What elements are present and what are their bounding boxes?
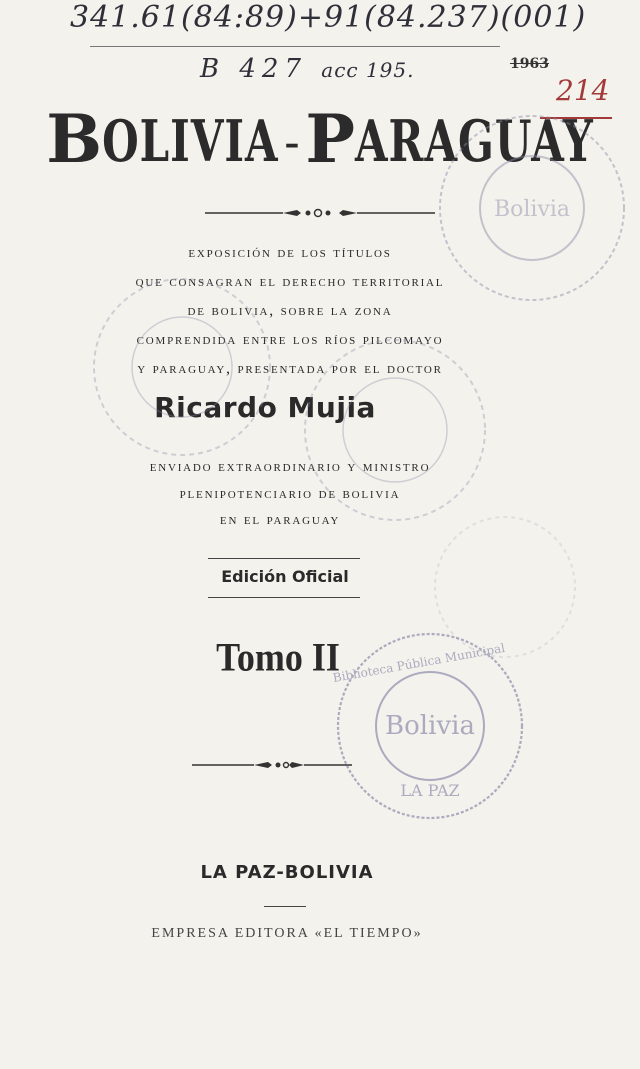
description-line: que consagran el derecho territorial [135, 273, 445, 290]
library-stamp-left [82, 272, 282, 462]
svg-text:Biblioteca Pública Municipal: Biblioteca Pública Municipal [331, 640, 507, 686]
description-line: exposición de los títulos [188, 244, 392, 261]
library-stamp-bottom [330, 626, 530, 826]
volume-label: Tomo II [216, 634, 340, 680]
description-line: de bolivia, sobre la zona [187, 302, 393, 319]
title-bolivia-rest: OLIVIA [102, 108, 279, 175]
edition-rule-top [208, 558, 360, 559]
place-rule [264, 906, 306, 907]
svg-text:Bolivia: Bolivia [493, 197, 571, 222]
position-line: enviado extraordinario y ministro [149, 458, 431, 475]
description-line: comprendida entre los ríos pilcomayo [136, 331, 444, 348]
top-rule [90, 46, 500, 47]
position-line: plenipotenciario de bolivia [179, 485, 401, 502]
old-number: 1963 [510, 56, 549, 72]
ornament-lower-icon [192, 758, 352, 772]
author-name: Ricardo Mujia [154, 391, 376, 424]
edition-label: Edición Oficial [221, 567, 349, 586]
place-of-publication: LA PAZ-BOLIVIA [200, 862, 374, 883]
title-initial-p: P [305, 100, 355, 178]
shelf-number: 214 [556, 74, 610, 107]
library-stamp-middle [300, 330, 490, 530]
accession-code: B 427 [200, 54, 307, 84]
ornament-upper-icon [205, 206, 435, 220]
accession-number [200, 54, 414, 84]
call-number: 341.61(84:89)+91(84.237)(001) [70, 0, 587, 35]
library-stamp-top [432, 108, 632, 308]
title-paraguay-rest: ARAGUAY [354, 108, 594, 175]
accession-suffix: acc 195. [321, 58, 415, 82]
svg-text:Bolivia: Bolivia [385, 711, 475, 741]
description-line: y paraguay, presentada por el doctor [137, 360, 443, 377]
svg-text:LA PAZ: LA PAZ [400, 781, 460, 800]
title-separator: - [284, 117, 300, 166]
title-initial-b: B [46, 100, 103, 178]
position-line: en el paraguay [219, 511, 341, 528]
publisher: EMPRESA EDITORA «EL TIEMPO» [151, 926, 423, 941]
edition-rule-bottom [208, 597, 360, 598]
